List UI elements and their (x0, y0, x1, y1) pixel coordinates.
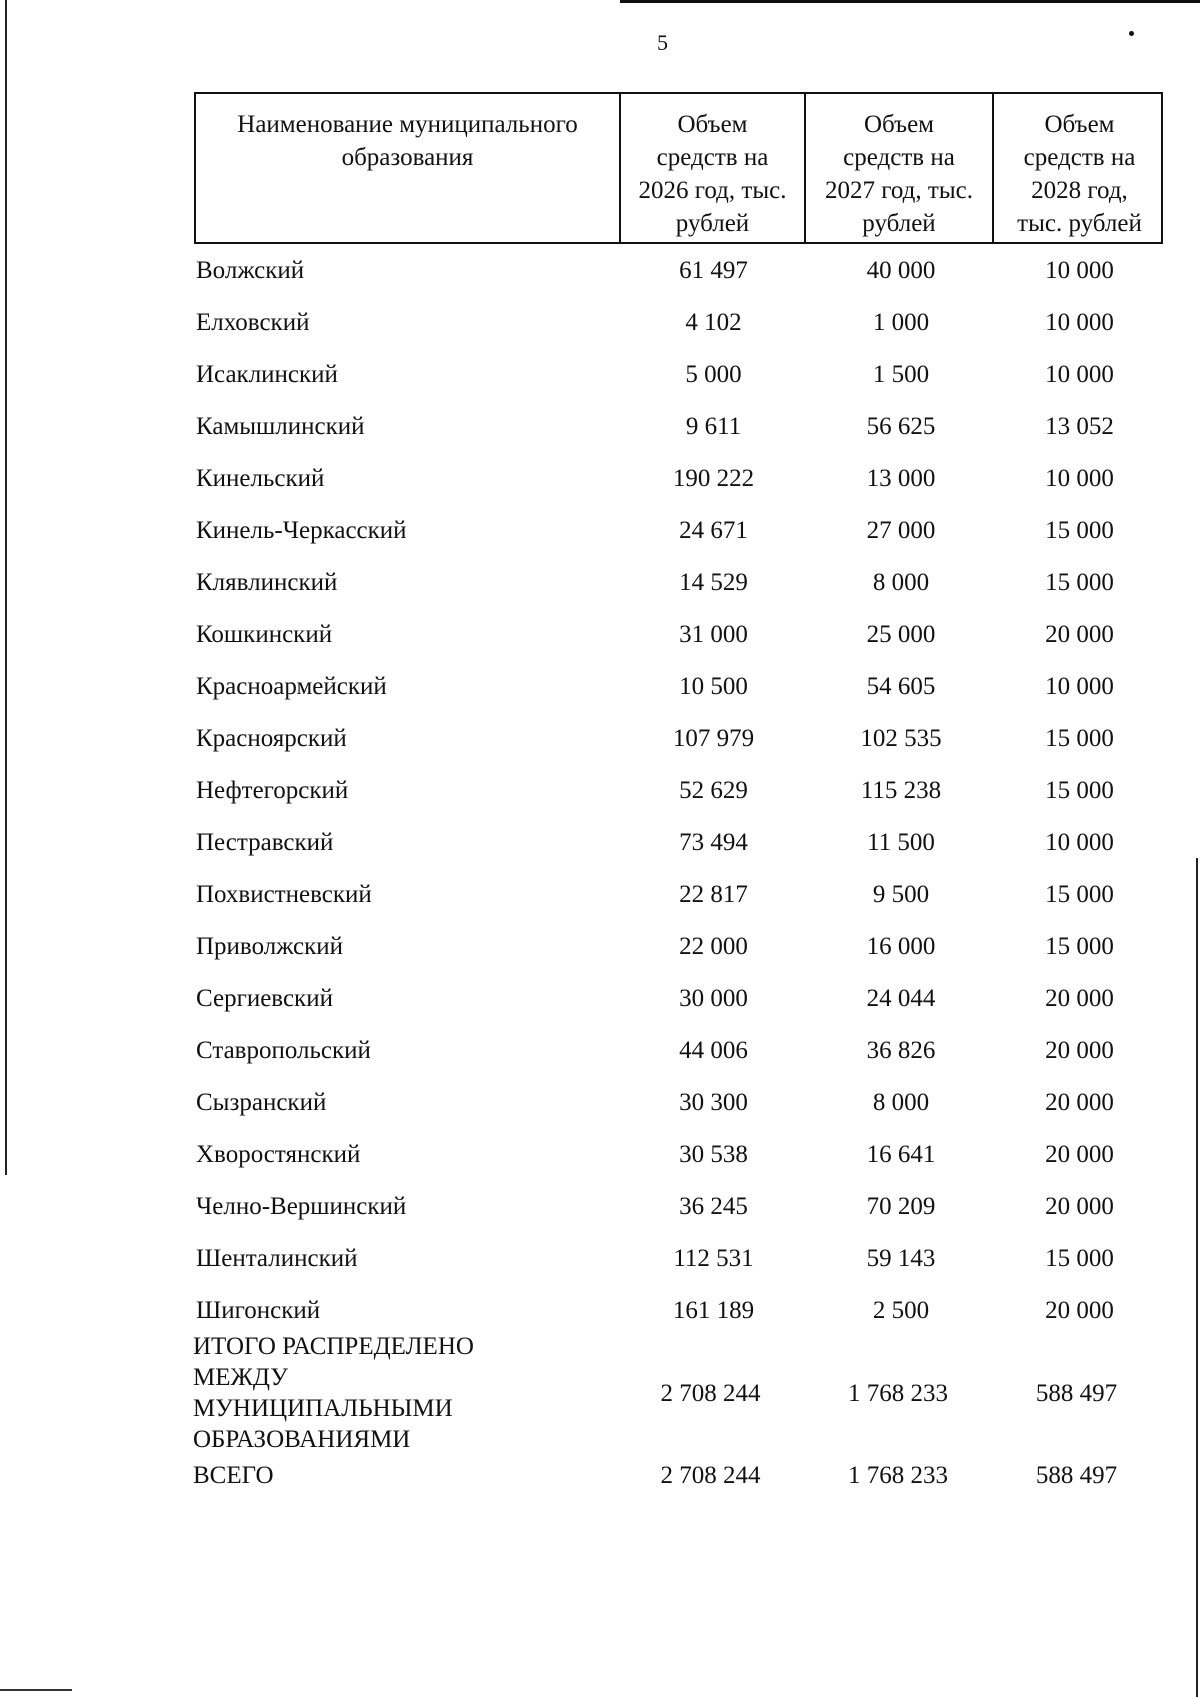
value-2026: 30 000 (679, 985, 748, 1012)
municipality-name: Приволжский (196, 933, 344, 960)
value-2026: 24 671 (679, 517, 748, 544)
value-2028: 15 000 (1045, 933, 1114, 960)
value-2026: 9 611 (685, 413, 742, 440)
table-row (196, 619, 1156, 671)
value-2027: 13 000 (866, 465, 936, 492)
distributed-total-row (193, 1331, 1163, 1455)
grand-total-2027: 1 768 233 (848, 1462, 948, 1489)
table-row (196, 463, 1156, 515)
municipality-name: Хворостянский (196, 1141, 361, 1168)
value-2026: 36 245 (679, 1193, 748, 1220)
value-2028: 20 000 (1045, 1089, 1114, 1116)
grand-total-2028: 588 497 (1035, 1462, 1118, 1489)
value-2027: 11 500 (867, 829, 935, 856)
value-2027: 1 500 (872, 361, 930, 388)
value-2027: 36 826 (866, 1037, 936, 1064)
value-2026: 61 497 (679, 257, 748, 284)
header-2026-volume: Объем средств на 2026 год, тыс. рублей (621, 94, 806, 242)
value-2028: 10 000 (1045, 673, 1114, 700)
table-row (196, 983, 1156, 1035)
value-2028: 20 000 (1045, 1193, 1114, 1220)
table-row (196, 1243, 1156, 1295)
value-2027: 27 000 (866, 517, 936, 544)
value-2027: 2 500 (872, 1297, 930, 1324)
municipality-name: Нефтегорский (196, 777, 349, 804)
table-row (196, 879, 1156, 931)
municipality-name: Шенталинский (196, 1245, 358, 1272)
value-2026: 30 538 (679, 1141, 748, 1168)
value-2026: 22 817 (679, 881, 748, 908)
municipality-name: Красноярский (196, 725, 347, 752)
table-row (196, 255, 1156, 307)
table-row (196, 1087, 1156, 1139)
value-2026: 10 500 (679, 673, 748, 700)
header-2028-volume: Объем средств на 2028 год, тыс. рублей (1017, 111, 1142, 237)
table-row (196, 307, 1156, 359)
value-2027: 9 500 (872, 881, 930, 908)
value-2027: 59 143 (866, 1245, 936, 1272)
municipality-name: Красноармейский (196, 673, 387, 700)
value-2027: 1 000 (872, 309, 930, 336)
value-2026: 161 189 (672, 1297, 755, 1324)
table-row (196, 775, 1156, 827)
value-2027: 8 000 (872, 1089, 930, 1116)
table-row (196, 359, 1156, 411)
value-2028: 10 000 (1045, 257, 1114, 284)
value-2026: 44 006 (679, 1037, 748, 1064)
scan-artifact-right-line (1196, 858, 1198, 1697)
distributed-total-2026: 2 708 244 (660, 1380, 761, 1407)
value-2026: 5 000 (685, 361, 742, 388)
municipality-name: Клявлинский (196, 569, 338, 596)
table-row (196, 931, 1156, 983)
value-2026: 190 222 (672, 465, 755, 492)
municipality-name: Челно-Вершинский (196, 1193, 407, 1220)
table-row (196, 1035, 1156, 1087)
value-2028: 20 000 (1045, 1297, 1114, 1324)
table-row (196, 411, 1156, 463)
value-2028: 15 000 (1045, 881, 1114, 908)
scan-speck (1129, 31, 1134, 36)
value-2028: 10 000 (1045, 309, 1114, 336)
header-municipality-name: Наименование муниципального образования (196, 94, 621, 242)
grand-total-2026: 2 708 244 (660, 1462, 761, 1489)
value-2027: 25 000 (866, 621, 936, 648)
value-2027: 8 000 (872, 569, 930, 596)
value-2028: 15 000 (1045, 777, 1114, 804)
value-2028: 10 000 (1045, 361, 1114, 388)
grand-total-label: ВСЕГО (193, 1462, 274, 1489)
value-2028: 20 000 (1045, 1141, 1114, 1168)
table-row (196, 567, 1156, 619)
value-2028: 20 000 (1045, 1037, 1114, 1064)
scan-artifact-top-line (620, 0, 1200, 3)
value-2026: 107 979 (672, 725, 755, 752)
value-2028: 15 000 (1045, 569, 1114, 596)
value-2028: 10 000 (1045, 465, 1114, 492)
value-2027: 16 000 (866, 933, 936, 960)
table-row (196, 1191, 1156, 1243)
distributed-total-label: ИТОГО РАСПРЕДЕЛЕНО МЕЖДУ МУНИЦИПАЛЬНЫМИ ОБРАЗОВАНИЯМИ (193, 1333, 474, 1453)
value-2026: 112 531 (673, 1245, 754, 1272)
municipality-name: Исаклинский (196, 361, 338, 388)
grand-total-row (193, 1460, 1163, 1500)
municipality-name: Ставропольский (196, 1037, 371, 1064)
value-2026: 73 494 (679, 829, 748, 856)
municipality-name: Сергиевский (196, 985, 333, 1012)
value-2026: 31 000 (679, 621, 748, 648)
value-2027: 54 605 (866, 673, 936, 700)
value-2027: 56 625 (866, 413, 936, 440)
header-2027-volume: Объем средств на 2027 год, тыс. рублей (806, 94, 994, 242)
municipality-name: Шигонский (196, 1297, 321, 1324)
value-2026: 4 102 (685, 309, 742, 336)
page-number: 5 (657, 30, 668, 55)
value-2026: 14 529 (679, 569, 748, 596)
value-2028: 10 000 (1045, 829, 1114, 856)
value-2028: 15 000 (1045, 1245, 1114, 1272)
scan-artifact-left-line (5, 0, 7, 1175)
municipality-name: Похвистневский (196, 881, 372, 908)
table-row (196, 827, 1156, 879)
table-row (196, 515, 1156, 567)
value-2027: 24 044 (866, 985, 936, 1012)
value-2026: 30 300 (679, 1089, 748, 1116)
municipality-name: Волжский (196, 257, 305, 284)
value-2028: 20 000 (1045, 985, 1114, 1012)
municipality-name: Кинель-Черкасский (196, 517, 407, 544)
value-2026: 22 000 (679, 933, 748, 960)
value-2028: 15 000 (1045, 725, 1114, 752)
table-header (194, 92, 1163, 244)
municipality-name: Сызранский (196, 1089, 327, 1116)
value-2027: 16 641 (866, 1141, 936, 1168)
distributed-total-2028: 588 497 (1035, 1380, 1118, 1407)
municipality-name: Кинельский (196, 465, 325, 492)
municipality-name: Елховский (196, 309, 310, 336)
municipality-name: Камышлинский (196, 413, 365, 440)
table-row (196, 1139, 1156, 1191)
value-2027: 70 209 (866, 1193, 936, 1220)
value-2028: 15 000 (1045, 517, 1114, 544)
table-row (196, 671, 1156, 723)
value-2027: 102 535 (860, 725, 942, 752)
value-2027: 40 000 (866, 257, 936, 284)
scan-artifact-bottom-line (0, 1689, 72, 1691)
value-2026: 52 629 (679, 777, 748, 804)
value-2028: 13 052 (1045, 413, 1114, 440)
table-row (196, 723, 1156, 775)
municipality-name: Пестравский (196, 829, 334, 856)
distributed-total-2027: 1 768 233 (848, 1380, 948, 1407)
value-2027: 115 238 (860, 777, 942, 804)
municipality-name: Кошкинский (196, 621, 333, 648)
value-2028: 20 000 (1045, 621, 1114, 648)
